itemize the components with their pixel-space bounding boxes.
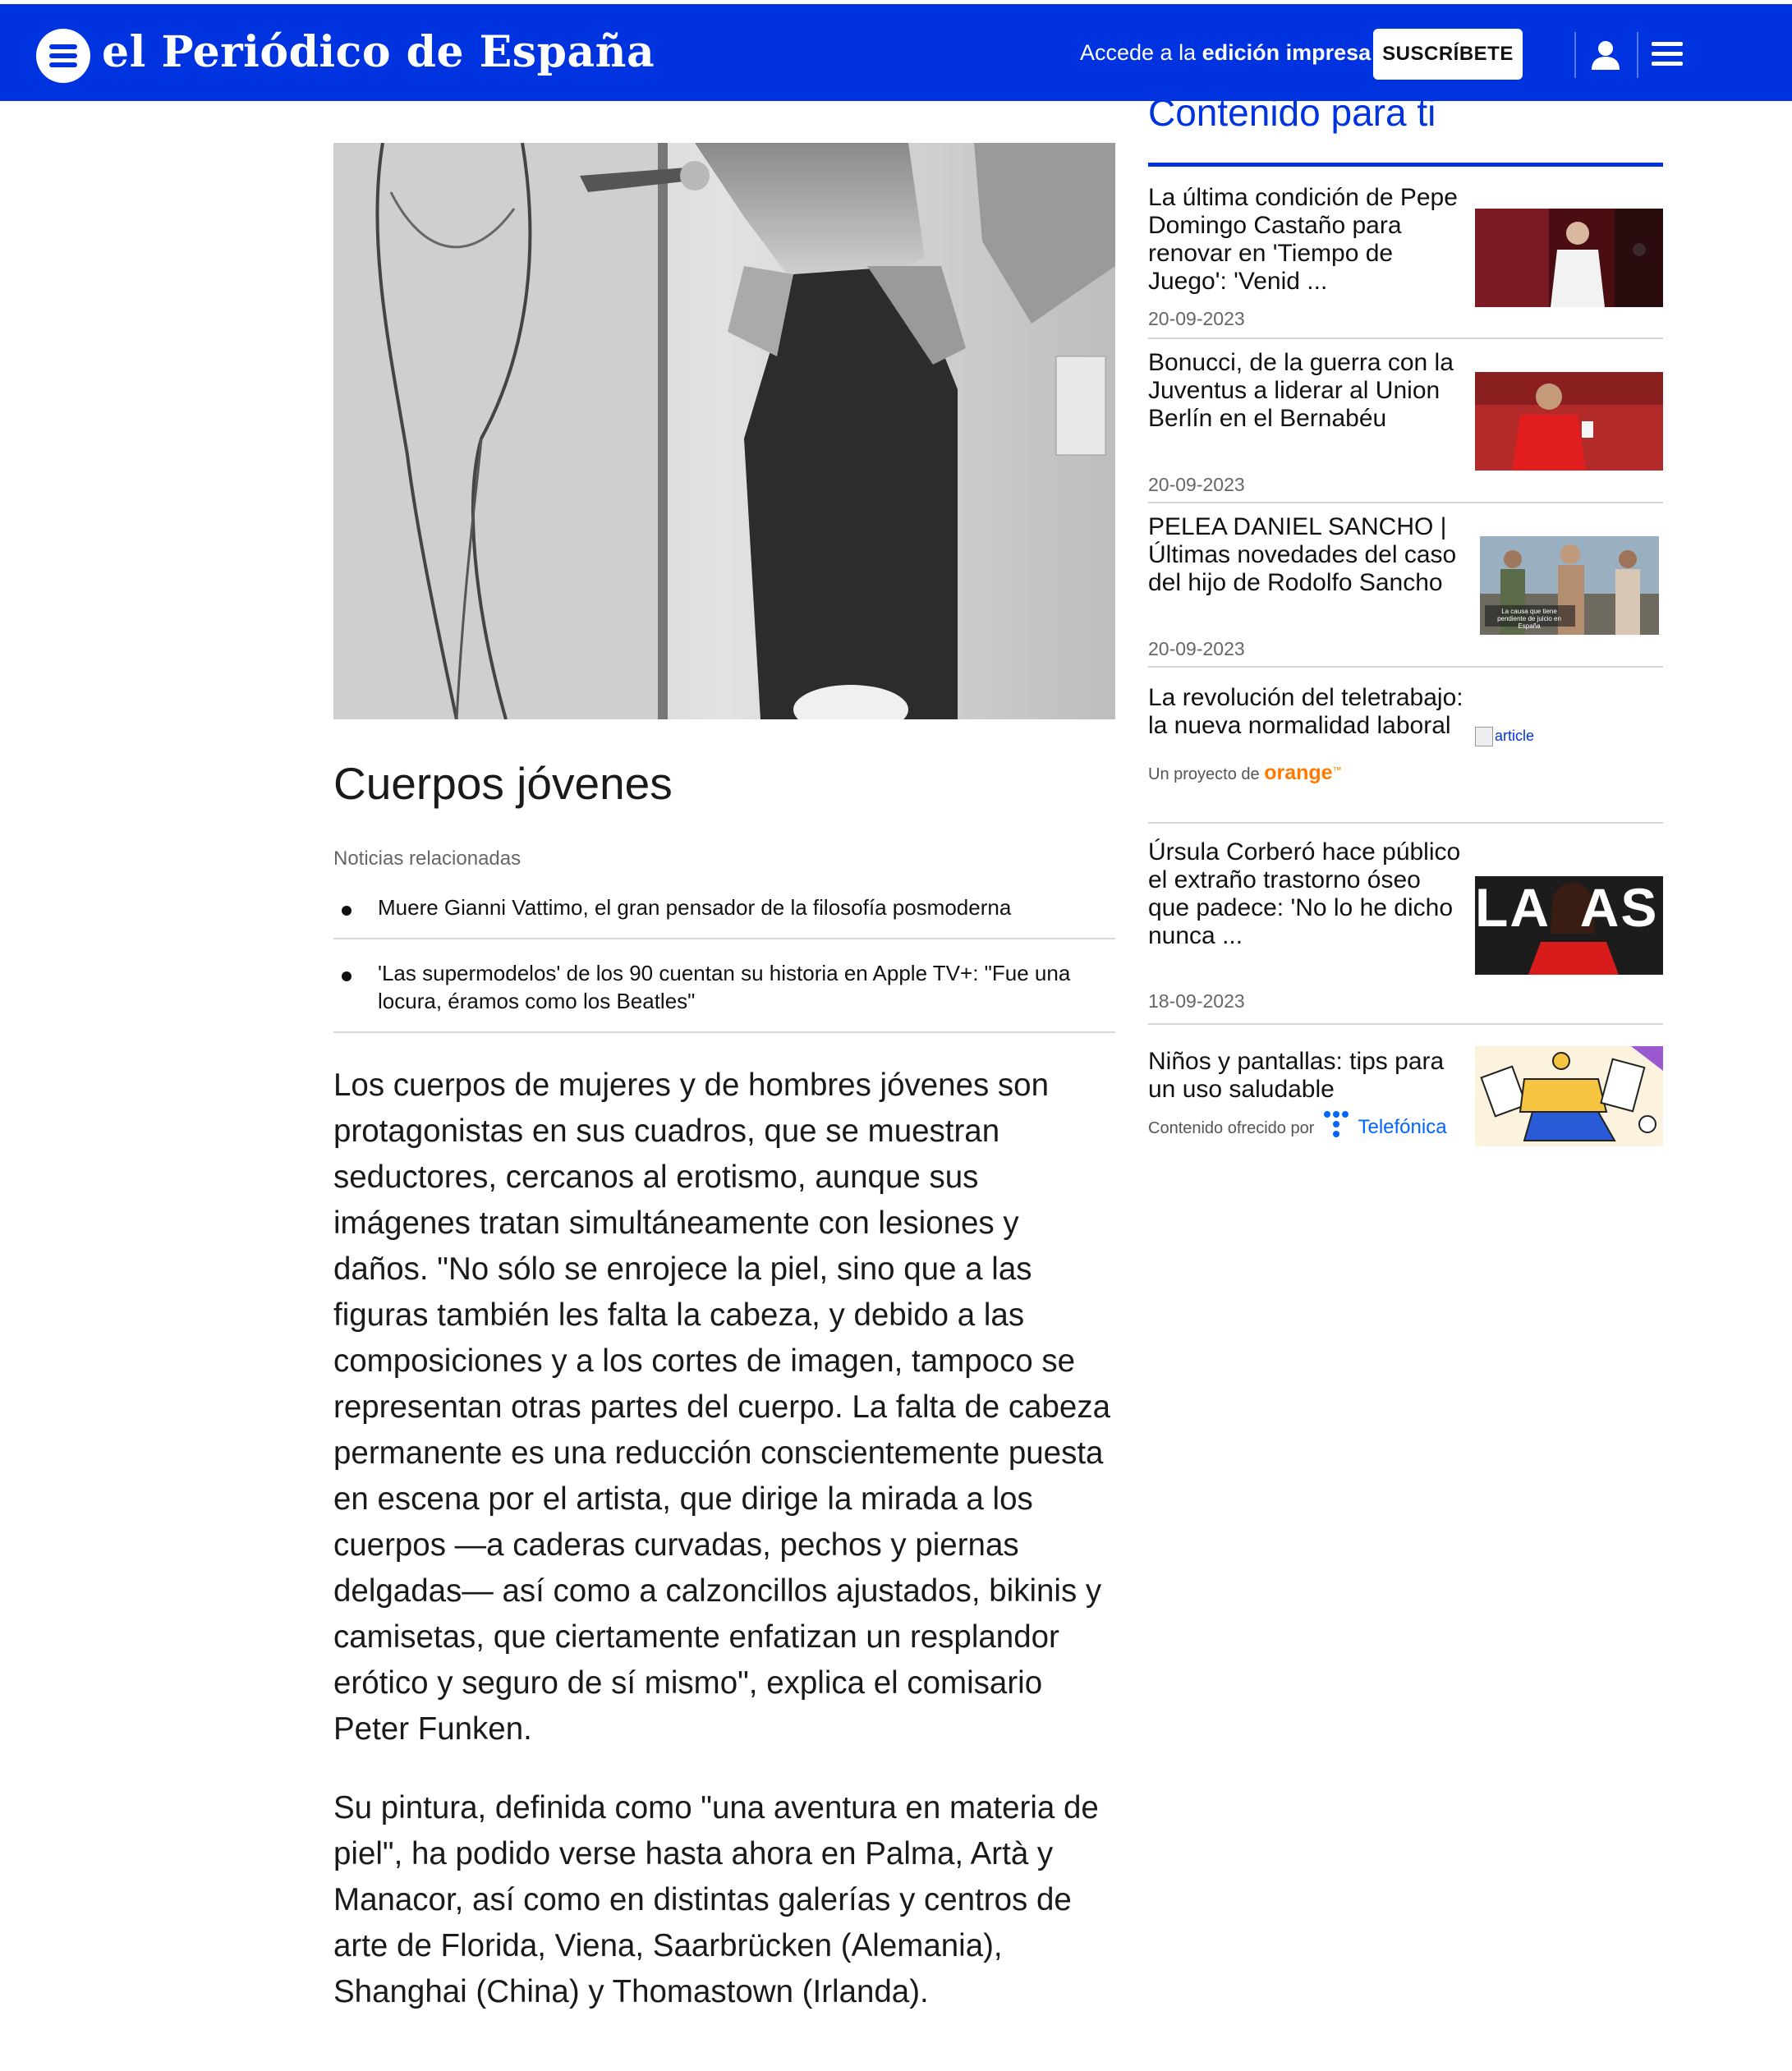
recommended-thumbnail[interactable] xyxy=(1475,876,1663,975)
thumbnail-text: LA AS xyxy=(1475,877,1659,938)
site-logo[interactable]: el Periódico de España xyxy=(102,27,655,77)
header-divider xyxy=(1574,32,1576,78)
sponsored-item[interactable] xyxy=(1148,668,1663,824)
print-edition-prefix: Accede a la xyxy=(1080,40,1202,65)
recommended-date: 20-09-2023 xyxy=(1148,638,1245,659)
related-news-label: Noticias relacionadas xyxy=(333,847,522,870)
logo-icon[interactable] xyxy=(36,29,90,83)
broken-image[interactable] xyxy=(1475,727,1534,746)
recommended-item[interactable] xyxy=(1148,339,1663,503)
related-news-item[interactable] xyxy=(333,879,1115,939)
sidebar-title: Contenido para ti xyxy=(1148,91,1436,134)
user-icon[interactable] xyxy=(1589,39,1622,71)
recommended-title[interactable]: La revolución del teletrabajo: la nueva normalidad laboral xyxy=(1148,684,1463,739)
recommended-item[interactable] xyxy=(1148,503,1663,668)
print-edition-link[interactable] xyxy=(1080,40,1371,66)
related-news-link[interactable]: Muere Gianni Vattimo, el gran pensador de la filosofía posmoderna xyxy=(378,895,1012,920)
related-news-link[interactable]: 'Las supermodelos' de los 90 cuentan su historia en Apple TV+: "Fue una locura, éramos como los Beatles" xyxy=(378,961,1071,1013)
recommended-date: 20-09-2023 xyxy=(1148,308,1245,329)
article-paragraph: Los cuerpos de mujeres y de hombres jóvenes son protagonistas en sus cuadros, que se muestran seductores, cercanos al erotismo, aunque sus imágenes tratan simultáneamente con lesiones y daños. "No sólo se enrojece la piel, sino que a las figuras también les falta la cabeza, y debido a las composiciones y a los cortes de imagen, tampoco se representan otras partes del cuerpo. La falta de cabeza permanente es una reducción conscientemente puesta en escena por el artista, que dirige la mirada a los cuerpos —a caderas curvadas, pechos y piernas delgadas— así como a calzoncillos ajustados, bikinis y camisetas, que ciertamente enfatizan un resplandor erótico y seguro de sí mismo", explica el comisario Peter Funken. xyxy=(333,1068,1110,1747)
recommended-date: 20-09-2023 xyxy=(1148,474,1245,495)
subscribe-button[interactable]: SUSCRÍBETE xyxy=(1373,29,1523,80)
article-photo xyxy=(333,143,1115,719)
recommended-title[interactable]: La última condición de Pepe Domingo Castaño para renovar en 'Tiempo de Juego': 'Venid ... xyxy=(1148,184,1458,295)
article-paragraph: Su pintura, definida como "una aventura en materia de piel", ha podido verse hasta ahora en Palma, Artà y Manacor, así como en distintas galerías y centros de arte de Florida, Viena, Saarbrücken (Alemania), Shanghai (China) y Thomastown (Irlanda). xyxy=(333,1790,1099,2009)
recommended-title[interactable]: PELEA DANIEL SANCHO | Últimas novedades del caso del hijo de Rodolfo Sancho xyxy=(1148,513,1457,596)
recommended-title[interactable]: Niños y pantallas: tips para un uso saludable xyxy=(1148,1048,1445,1103)
header-divider xyxy=(1637,32,1638,78)
telefonica-logo-icon xyxy=(1322,1110,1353,1140)
hamburger-menu-icon[interactable] xyxy=(1652,42,1683,67)
clipped-heading-fragment xyxy=(641,80,690,101)
telefonica-logo[interactable]: Telefónica xyxy=(1358,1116,1447,1138)
sponsor-prefix: Contenido ofrecido por xyxy=(1148,1119,1315,1137)
recommended-thumbnail[interactable] xyxy=(1475,209,1663,307)
trademark-symbol: ™ xyxy=(1332,765,1342,776)
bullet-icon xyxy=(342,906,352,916)
recommended-thumbnail[interactable] xyxy=(1475,372,1663,471)
related-news-item[interactable] xyxy=(333,939,1115,1033)
sponsor-line xyxy=(1148,1110,1447,1140)
thumbnail-caption: La causa que tiene pendiente de juicio en España xyxy=(1497,608,1561,630)
image-alt-text: article xyxy=(1495,727,1535,744)
recommended-list xyxy=(1148,172,1663,1148)
sponsored-item[interactable] xyxy=(1148,1025,1663,1148)
recommended-title[interactable]: Bonucci, de la guerra con la Juventus a liderar al Union Berlín en el Bernabéu xyxy=(1148,349,1454,432)
recommended-date: 18-09-2023 xyxy=(1148,990,1245,1012)
bullet-icon xyxy=(342,971,352,981)
broken-image-icon xyxy=(1475,727,1493,746)
sidebar-rule xyxy=(1148,163,1663,167)
recommended-title[interactable]: Úrsula Corberó hace público el extraño trastorno óseo que padece: 'No lo he dicho nunca ... xyxy=(1148,838,1461,949)
recommended-item[interactable] xyxy=(1148,172,1663,339)
related-news-list xyxy=(333,879,1115,1033)
sponsor-line xyxy=(1148,761,1342,785)
recommended-thumbnail[interactable] xyxy=(1480,536,1659,635)
print-edition-label: edición impresa xyxy=(1202,40,1372,65)
section-heading: Cuerpos jóvenes xyxy=(333,758,673,809)
sponsored-thumbnail[interactable] xyxy=(1475,1046,1663,1146)
sponsor-prefix: Un proyecto de xyxy=(1148,765,1260,783)
site-header xyxy=(0,4,1792,101)
recommended-item[interactable] xyxy=(1148,824,1663,1025)
orange-logo[interactable]: orange xyxy=(1264,761,1333,784)
